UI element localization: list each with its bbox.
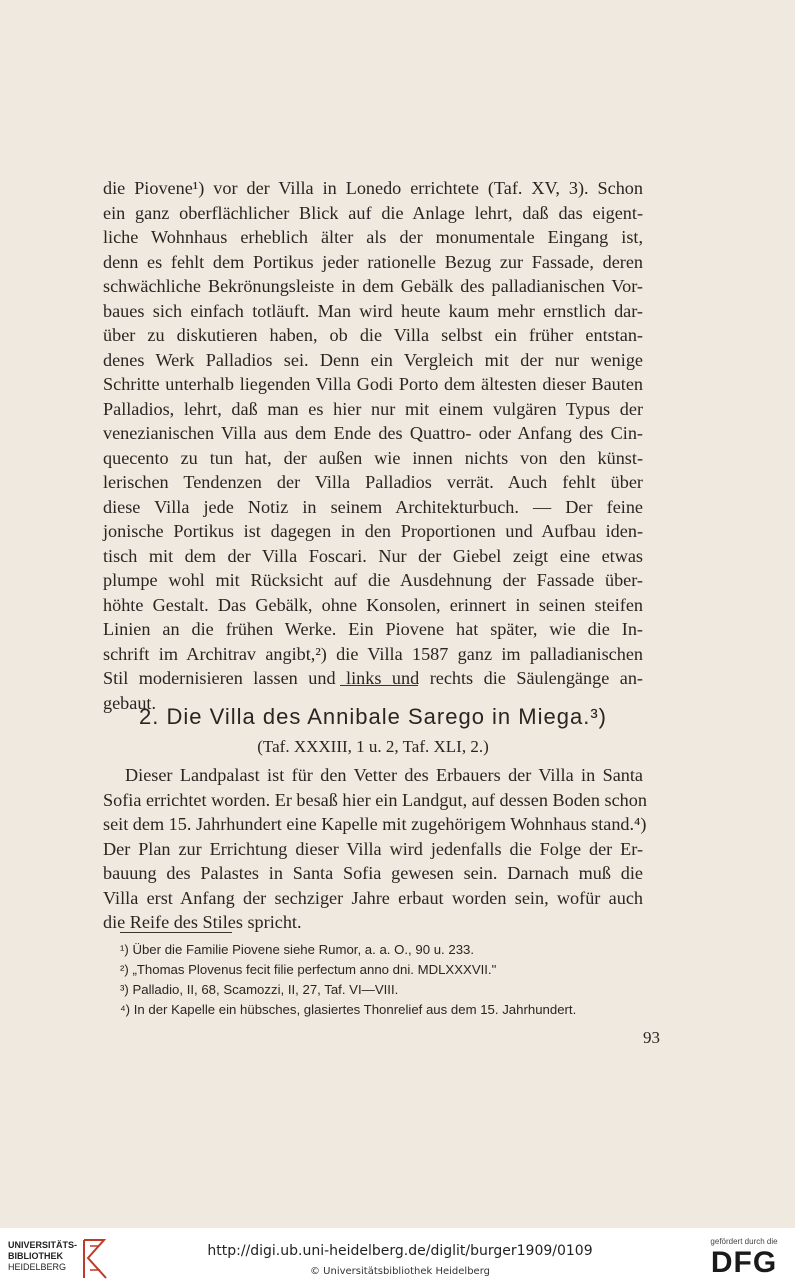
text-line: Villa erst Anfang der sechziger Jahre erbaut worden sein, wofür auch xyxy=(103,887,643,908)
text-line: liche Wohnhaus erheblich älter als der monumentale Eingang ist, xyxy=(103,227,643,247)
footnotes xyxy=(120,940,642,1020)
footnote-2: ²) „Thomas Plovenus fecit filie perfectum anno dni. MDLXXXVII." xyxy=(120,962,497,977)
library-name-line3: HEIDELBERG xyxy=(8,1262,67,1272)
paragraph-1 xyxy=(103,176,643,715)
permalink-url[interactable]: http://digi.ub.uni-heidelberg.de/diglit/burger1909/0109 xyxy=(207,1243,593,1259)
text-line: plumpe wohl mit Rücksicht auf die Ausdehnung der Fassade über- xyxy=(103,570,643,590)
text-line: Sofia errichtet worden. Er besaß hier ein Landgut, auf dessen Boden schon xyxy=(103,789,647,810)
page-number: 93 xyxy=(643,1028,660,1047)
paragraph-2 xyxy=(103,763,647,935)
text-line: höhte Gestalt. Das Gebälk, ohne Konsolen, erinnert in seinen steifen xyxy=(103,594,643,615)
text-line: schrift im Architrav angibt,²) die Villa 1587 ganz im palladianischen xyxy=(103,643,643,664)
text-line: Linien an die frühen Werke. Ein Piovene hat später, wie die In- xyxy=(103,619,643,639)
footnote-rule xyxy=(120,932,232,933)
text-line: die Piovene¹) vor der Villa in Lonedo errichtete (Taf. XV, 3). Schon xyxy=(103,178,643,198)
plate-reference: (Taf. XXXIII, 1 u. 2, Taf. XLI, 2.) xyxy=(257,737,489,756)
text-line: jonische Portikus ist dagegen in den Proportionen und Aufbau iden- xyxy=(103,521,643,541)
dfg-logo[interactable]: DFG xyxy=(710,1246,778,1279)
text-line: diese Villa jede Notiz in seinem Architekturbuch. — Der feine xyxy=(103,496,643,517)
text-line: die Reife des Stiles spricht. xyxy=(103,912,302,932)
section-separator xyxy=(340,685,418,686)
section-heading: 2. Die Villa des Annibale Sarego in Miega.³) xyxy=(139,704,607,729)
text-line: seit dem 15. Jahrhundert eine Kapelle mit zugehörigem Wohnhaus stand.⁴) xyxy=(103,814,647,834)
text-line: venezianischen Villa aus dem Ende des Quattro- oder Anfang des Cin- xyxy=(103,423,643,443)
text-line: quecento zu tun hat, der außen wie innen nichts von den künst- xyxy=(103,447,643,468)
text-line: schwächliche Bekrönungsleiste in dem Gebälk des palladianischen Vor- xyxy=(103,276,643,296)
text-line: tisch mit dem der Villa Foscari. Nur der Giebel zeigt eine etwas xyxy=(103,545,643,566)
text-line: gebaut. xyxy=(103,692,157,713)
text-line: ein ganz oberflächlicher Blick auf die Anlage lehrt, daß das eigent- xyxy=(103,202,643,223)
library-emblem-icon xyxy=(78,1236,112,1282)
text-line: bauung des Palastes in Santa Sofia gewesen sein. Darnach muß die xyxy=(103,863,643,883)
text-line: Der Plan zur Errichtung dieser Villa wird jedenfalls die Folge der Er- xyxy=(103,838,643,859)
text-line: Stil modernisieren lassen und links und rechts die Säulengänge an- xyxy=(103,668,643,688)
copyright-notice: © Universitätsbibliothek Heidelberg xyxy=(309,1266,490,1277)
library-logo[interactable] xyxy=(8,1240,78,1273)
text-line: denn es fehlt dem Portikus jeder rationelle Bezug zur Fassade, deren xyxy=(103,251,643,272)
footnote-3: ³) Palladio, II, 68, Scamozzi, II, 27, Taf. VI—VIII. xyxy=(120,982,399,997)
text-line: denes Werk Palladios sei. Denn ein Vergleich mit der nur wenige xyxy=(103,349,643,370)
library-name-line2: BIBLIOTHEK xyxy=(8,1251,63,1261)
footnote-4: ⁴) In der Kapelle ein hübsches, glasiertes Thonrelief aus dem 15. Jahrhundert. xyxy=(120,1002,577,1017)
footnote-1: ¹) Über die Familie Piovene siehe Rumor, a. a. O., 90 u. 233. xyxy=(120,942,475,957)
sponsor-caption: gefördert durch die xyxy=(710,1237,778,1246)
text-line: Dieser Landpalast ist für den Vetter des Erbauers der Villa in Santa xyxy=(125,765,643,785)
text-line: baues sich einfach totläuft. Man wird heute kaum mehr ernstlich dar- xyxy=(103,300,643,321)
text-line: über zu diskutieren haben, ob die Villa selbst ein früher entstan- xyxy=(103,325,643,345)
library-name-line1: UNIVERSITÄTS- xyxy=(8,1240,78,1250)
text-line: Palladios, lehrt, daß man es hier nur mit einem vulgären Typus der xyxy=(103,398,643,419)
text-line: lerischen Tendenzen der Villa Palladios verrät. Auch fehlt über xyxy=(103,472,643,492)
text-line: Schritte unterhalb liegenden Villa Godi Porto dem ältesten dieser Bauten xyxy=(103,374,643,394)
